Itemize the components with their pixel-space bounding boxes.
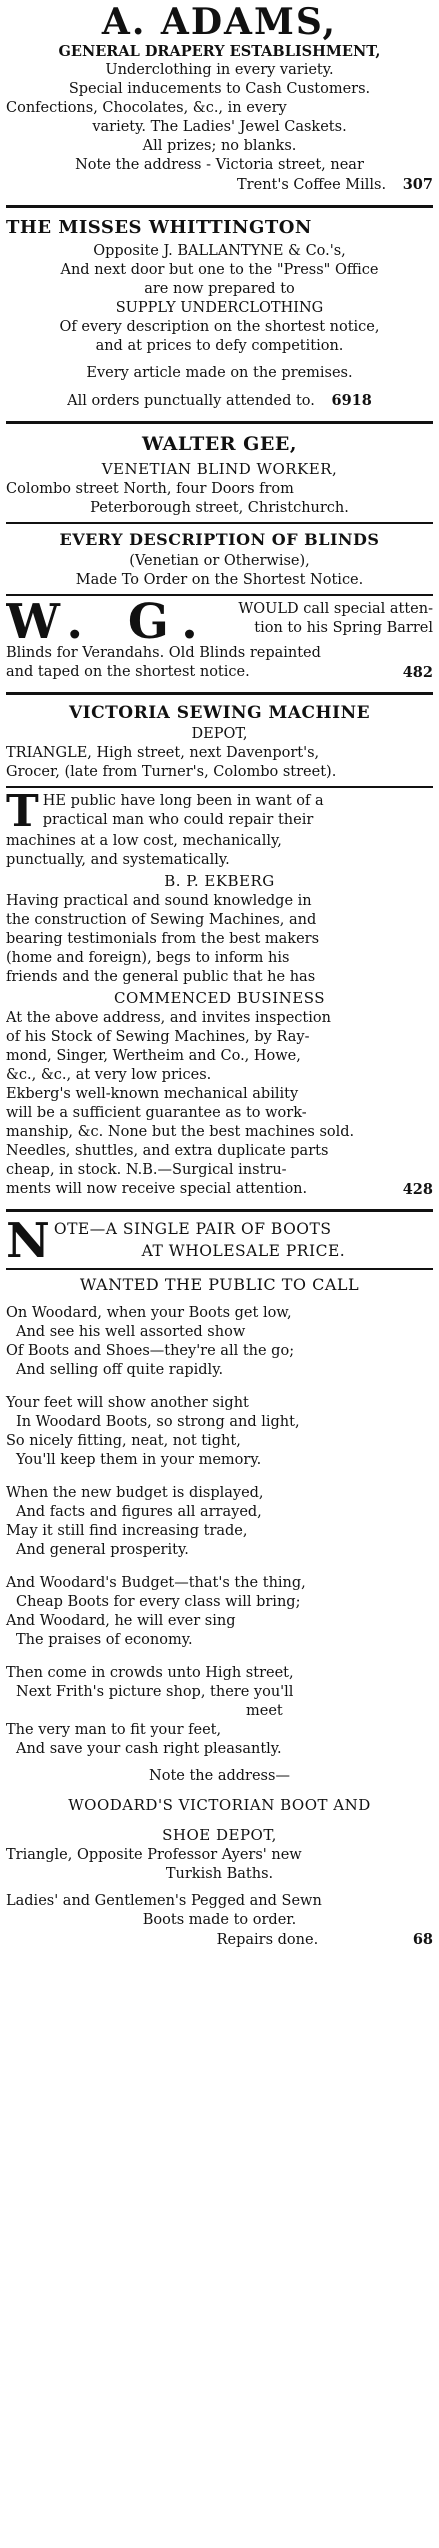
ekberg-body2-2: of his Stock of Sewing Machines, by Ray- [6, 1029, 310, 1045]
gee-line-3: (Venetian or Otherwise), [129, 553, 310, 569]
ekberg-ref: 428 [402, 1181, 433, 1198]
divider [6, 522, 433, 524]
ekberg-body-2: the construction of Sewing Machines, and [6, 912, 317, 928]
poem-line: And save your cash right pleasantly. [16, 1741, 282, 1757]
divider [6, 205, 433, 208]
ekberg-body-3: bearing testimonials from the best makers [6, 931, 320, 947]
poem-line: Of Boots and Shoes—they're all the go; [6, 1343, 295, 1359]
poem-line: meet [246, 1703, 283, 1719]
poem-line: And selling off quite rapidly. [16, 1362, 224, 1378]
poem-line: On Woodard, when your Boots get low, [6, 1305, 292, 1321]
gee-notice-4-row [6, 663, 433, 682]
whittington-line-2: And next door but one to the "Press" Office [60, 262, 379, 278]
ekberg-drop-cap: T [6, 792, 39, 832]
poem-line: And facts and figures all arrayed, [16, 1504, 262, 1520]
ekberg-intro [6, 792, 433, 832]
ekberg-body2-4: &c., &c., at very low prices. [6, 1067, 212, 1083]
ekberg-body2-1: At the above address, and invites inspection [6, 1010, 331, 1026]
poem-line: Cheap Boots for every class will bring; [16, 1594, 301, 1610]
woodard-head-1: OTE—A SINGLE PAIR OF BOOTS [53, 1220, 332, 1238]
ekberg-line-1: TRIANGLE, High street, next Davenport's, [6, 745, 320, 761]
woodard-header [6, 1218, 433, 1264]
gee-line-4: Made To Order on the Shortest Notice. [75, 572, 364, 588]
poem-stanza-3 [6, 1484, 433, 1560]
woodard-closing-3-row [6, 1930, 433, 1950]
poem-line: When the new budget is displayed, [6, 1485, 264, 1501]
adams-line-4: Confections, Chocolates, &c., in every [6, 100, 287, 116]
whittington-line-1: Opposite J. BALLANTYNE & Co.'s, [93, 243, 346, 259]
woodard-closing-1: Ladies' and Gentlemen's Pegged and Sewn [6, 1893, 322, 1909]
whittington-ref: 6918 [331, 392, 372, 409]
poem-line: May it still find increasing trade, [6, 1523, 248, 1539]
woodard-address-2: Turkish Baths. [165, 1866, 274, 1882]
ekberg-body2-3: mond, Singer, Wertheim and Co., Howe, [6, 1048, 301, 1064]
woodard-drop-cap: N [6, 1218, 50, 1264]
gee-notice-4: and taped on the shortest notice. [6, 664, 250, 680]
adams-line-1: GENERAL DRAPERY ESTABLISHMENT, [58, 43, 381, 60]
whittington-advertisement [6, 212, 433, 417]
ekberg-body2-7: manship, &c. None but the best machines sold. [6, 1124, 355, 1140]
whittington-line-4: SUPPLY UNDERCLOTHING [115, 300, 324, 316]
ekberg-body2-5: Ekberg's well-known mechanical ability [6, 1086, 299, 1102]
ekberg-advertisement [6, 699, 433, 1205]
adams-advertisement [6, 0, 433, 201]
gee-notice-3: Blinds for Verandahs. Old Blinds repainted [6, 645, 321, 661]
gee-line-2: Peterborough street, Christchurch. [90, 500, 349, 516]
ekberg-body2-9: cheap, in stock. N.B.—Surgical instru- [6, 1162, 287, 1178]
woodard-closing-3: Repairs done. [216, 1932, 319, 1948]
poem-stanza-1 [6, 1304, 433, 1380]
ekberg-name: B. P. EKBERG [164, 872, 275, 890]
ekberg-body-4: (home and foreign), begs to inform his [6, 950, 290, 966]
poem-line: In Woodard Boots, so strong and light, [16, 1414, 300, 1430]
adams-title: A. ADAMS, [101, 1, 338, 43]
gee-notice [6, 600, 433, 644]
poem-line: And Woodard, he will ever sing [6, 1613, 236, 1629]
divider [6, 421, 433, 424]
divider [6, 692, 433, 695]
poem-line: The very man to fit your feet, [6, 1722, 222, 1738]
gee-advertisement [6, 428, 433, 688]
ekberg-intro-4: punctually, and systematically. [6, 852, 230, 868]
ekberg-heading: COMMENCED BUSINESS [113, 989, 326, 1007]
divider [6, 786, 433, 788]
ekberg-body2-10-row [6, 1180, 433, 1199]
gee-notice-2: tion to his Spring Barrel [254, 620, 433, 636]
ekberg-title-2: DEPOT, [191, 726, 248, 742]
gee-title: WALTER GEE, [141, 433, 297, 455]
poem-stanza-5 [6, 1664, 433, 1759]
ekberg-intro-3: machines at a low cost, mechanically, [6, 833, 282, 849]
gee-initials: W. G. [6, 600, 212, 644]
adams-address: Trent's Coffee Mills. [237, 177, 387, 193]
gee-heading: EVERY DESCRIPTION OF BLINDS [59, 530, 380, 549]
gee-notice-1: WOULD call special atten- [238, 601, 433, 617]
ekberg-body-1: Having practical and sound knowledge in [6, 893, 312, 909]
poem-line: You'll keep them in your memory. [16, 1452, 262, 1468]
poem-line: Next Frith's picture shop, there you'll [16, 1684, 294, 1700]
adams-line-5: variety. The Ladies' Jewel Caskets. [92, 119, 347, 135]
adams-line-3: Special inducements to Cash Customers. [68, 81, 371, 97]
woodard-depot-2: SHOE DEPOT, [162, 1826, 277, 1844]
adams-ref: 307 [402, 176, 433, 193]
ekberg-body2-8: Needles, shuttles, and extra duplicate parts [6, 1143, 329, 1159]
woodard-address-1: Triangle, Opposite Professor Ayers' new [6, 1847, 302, 1863]
ekberg-intro-2: practical man who could repair their [42, 812, 314, 828]
adams-line-6: All prizes; no blanks. [142, 138, 297, 154]
poem-line: And Woodard's Budget—that's the thing, [6, 1575, 306, 1591]
poem-stanza-2 [6, 1394, 433, 1470]
poem-line: And general prosperity. [16, 1542, 189, 1558]
divider [6, 1209, 433, 1212]
gee-ref: 482 [402, 664, 433, 681]
adams-line-7: Note the address - Victoria street, near [75, 157, 364, 173]
whittington-orders: All orders punctually attended to. [67, 393, 315, 409]
divider [6, 1268, 433, 1270]
gee-line-1: Colombo street North, four Doors from [6, 481, 294, 497]
poem-line: The praises of economy. [16, 1632, 193, 1648]
whittington-line-6: and at prices to defy competition. [95, 338, 344, 354]
ekberg-intro-1: HE public have long been in want of a [42, 793, 324, 809]
ekberg-body2-10: ments will now receive special attention. [6, 1181, 308, 1197]
woodard-closing-2: Boots made to order. [142, 1912, 297, 1928]
adams-line-8 [6, 175, 433, 195]
woodard-advertisement [6, 1216, 433, 1956]
adams-line-2: Underclothing in every variety. [105, 62, 334, 78]
whittington-line-7: Every article made on the premises. [86, 365, 353, 381]
ekberg-line-2: Grocer, (late from Turner's, Colombo street). [6, 764, 337, 780]
ekberg-body-5: friends and the general public that he has [6, 969, 316, 985]
poem-line: Then come in crowds unto High street, [6, 1665, 294, 1681]
whittington-line-3: are now prepared to [144, 281, 295, 297]
poem-stanza-4 [6, 1574, 433, 1650]
woodard-wanted: WANTED THE PUBLIC TO CALL [79, 1275, 360, 1294]
poem-line: And see his well assorted show [16, 1324, 246, 1340]
woodard-depot-1: WOODARD'S VICTORIAN BOOT AND [68, 1796, 371, 1814]
woodard-ref: 68 [412, 1931, 433, 1948]
poem-line: So nicely fitting, neat, not tight, [6, 1433, 241, 1449]
ekberg-body2-6: will be a sufficient guarantee as to work- [6, 1105, 307, 1121]
whittington-line-5: Of every description on the shortest notice, [59, 319, 380, 335]
ekberg-title: VICTORIA SEWING MACHINE [68, 703, 371, 723]
whittington-line-8 [6, 391, 433, 411]
woodard-note: Note the address— [149, 1768, 290, 1784]
poem-line: Your feet will show another sight [6, 1395, 249, 1411]
woodard-head-2: AT WHOLESALE PRICE. [141, 1242, 346, 1260]
gee-subtitle: VENETIAN BLIND WORKER, [101, 460, 338, 478]
whittington-title: THE MISSES WHITTINGTON [6, 217, 312, 238]
divider [6, 594, 433, 596]
